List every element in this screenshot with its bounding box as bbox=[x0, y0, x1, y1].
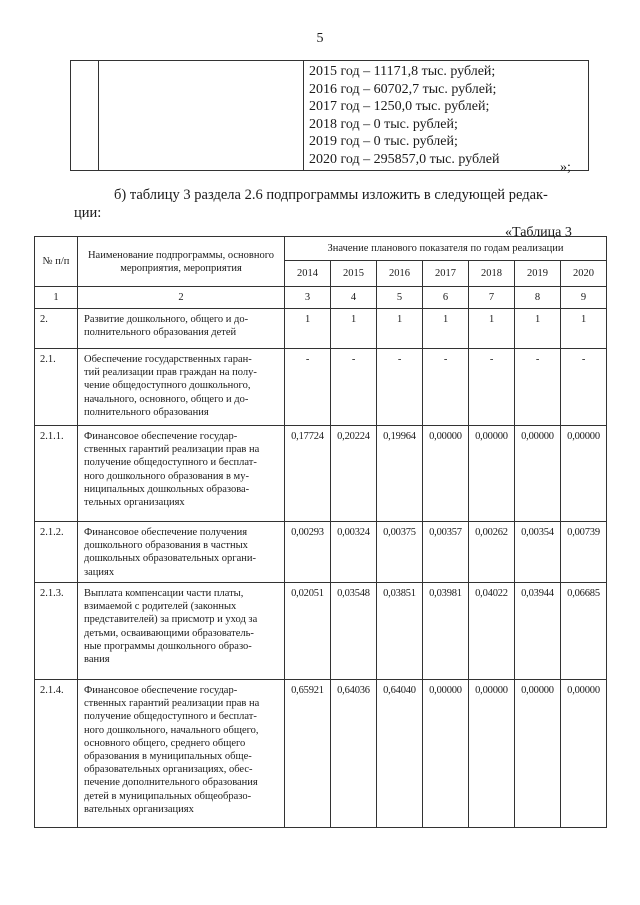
column-number-row bbox=[35, 287, 607, 309]
row-value: - bbox=[515, 349, 561, 426]
row-value: 1 bbox=[561, 309, 607, 349]
funding-table bbox=[70, 60, 589, 171]
budget-line-2016: 2016 год – 60702,7 тыс. рублей; bbox=[309, 81, 497, 97]
row-name bbox=[78, 680, 285, 828]
row-value: 1 bbox=[423, 309, 469, 349]
table-row bbox=[35, 583, 607, 680]
row-name-line: основного общего, среднего общего bbox=[84, 737, 246, 749]
indicator-table bbox=[34, 236, 607, 828]
column-number: 6 bbox=[423, 287, 469, 309]
row-value: 0,03548 bbox=[331, 583, 377, 680]
row-value: 0,19964 bbox=[377, 426, 423, 522]
row-value: 0,02051 bbox=[285, 583, 331, 680]
row-code: 2.1.2. bbox=[35, 522, 78, 583]
table-row bbox=[35, 680, 607, 828]
budget-line-2018: 2018 год – 0 тыс. рублей; bbox=[309, 116, 458, 132]
header-year: 2020 bbox=[561, 261, 607, 287]
row-value: - bbox=[423, 349, 469, 426]
row-name-line: Финансовое обеспечение государ- bbox=[84, 431, 238, 442]
row-name bbox=[78, 583, 285, 680]
row-value: - bbox=[377, 349, 423, 426]
row-value: 0,64040 bbox=[377, 680, 423, 828]
row-value: 0,00262 bbox=[469, 522, 515, 583]
row-name-line: получение общедоступного и бесплат- bbox=[84, 711, 257, 723]
header-year: 2014 bbox=[285, 261, 331, 287]
row-name-line: печение дополнительного образования bbox=[84, 777, 258, 789]
row-name-line: Финансовое обеспечение государ- bbox=[84, 685, 238, 696]
row-value: 1 bbox=[377, 309, 423, 349]
row-name-line: начального, основного, общего и до- bbox=[84, 393, 249, 405]
row-code: 2. bbox=[35, 309, 78, 349]
row-name bbox=[78, 309, 285, 349]
table-body bbox=[35, 309, 607, 828]
header-name: Наименование подпрограммы, основного мероприятия, мероприятия bbox=[78, 237, 285, 287]
row-value: - bbox=[469, 349, 515, 426]
amendment-paragraph-line-1: б) таблицу 3 раздела 2.6 подпрограммы изложить в следующей редак- bbox=[114, 187, 548, 203]
column-number: 5 bbox=[377, 287, 423, 309]
column-number: 8 bbox=[515, 287, 561, 309]
budget-line-2020: 2020 год – 295857,0 тыс. рублей bbox=[309, 151, 500, 167]
row-value: - bbox=[285, 349, 331, 426]
row-value: - bbox=[331, 349, 377, 426]
row-name-line: полнительного образования детей bbox=[84, 327, 237, 339]
row-name bbox=[78, 426, 285, 522]
funding-empty-cell-2 bbox=[99, 61, 304, 171]
row-value: 1 bbox=[331, 309, 377, 349]
row-code: 2.1.3. bbox=[35, 583, 78, 680]
row-name-line: дошкольных образовательных органи- bbox=[84, 553, 257, 565]
table-row bbox=[35, 309, 607, 349]
row-name-line: образования в муниципальных обще- bbox=[84, 751, 252, 763]
row-value: 0,00000 bbox=[423, 426, 469, 522]
row-value: 1 bbox=[469, 309, 515, 349]
row-value: 0,00000 bbox=[515, 426, 561, 522]
row-value: 1 bbox=[515, 309, 561, 349]
row-code: 2.1.4. bbox=[35, 680, 78, 828]
header-year: 2017 bbox=[423, 261, 469, 287]
row-name-line: ного дошкольного образования в му- bbox=[84, 470, 249, 482]
row-value: 0,04022 bbox=[469, 583, 515, 680]
row-name-line: Обеспечение государственных гаран- bbox=[84, 354, 252, 365]
row-value: 0,00739 bbox=[561, 522, 607, 583]
table-row bbox=[35, 349, 607, 426]
row-name-line: ственных гарантий реализации прав на bbox=[84, 698, 260, 710]
row-value: 0,20224 bbox=[331, 426, 377, 522]
amendment-paragraph-line-2: ции: bbox=[74, 205, 102, 221]
row-value: 1 bbox=[285, 309, 331, 349]
row-name-line: детей в муниципальных общеобразо- bbox=[84, 790, 252, 802]
column-number: 3 bbox=[285, 287, 331, 309]
row-value: 0,00357 bbox=[423, 522, 469, 583]
row-name-line: представителей) за присмотр и уход за bbox=[84, 614, 258, 626]
row-code: 2.1. bbox=[35, 349, 78, 426]
row-name-line: детьми, осваивающими образователь- bbox=[84, 627, 254, 639]
row-name-line: ниципальных дошкольных образова- bbox=[84, 483, 250, 495]
row-value: 0,64036 bbox=[331, 680, 377, 828]
row-value: 0,03944 bbox=[515, 583, 561, 680]
header-year: 2015 bbox=[331, 261, 377, 287]
row-value: 0,00375 bbox=[377, 522, 423, 583]
column-number: 9 bbox=[561, 287, 607, 309]
budget-line-2017: 2017 год – 1250,0 тыс. рублей; bbox=[309, 99, 490, 114]
row-value: 0,17724 bbox=[285, 426, 331, 522]
row-name-line: зациях bbox=[84, 566, 115, 578]
row-name-line: тий реализации прав граждан на полу- bbox=[84, 367, 257, 379]
row-name-line: чение общедоступного дошкольного, bbox=[84, 380, 251, 392]
row-value: 0,00000 bbox=[423, 680, 469, 828]
header-value: Значение планового показателя по годам реализации bbox=[285, 237, 607, 261]
row-value: 0,00000 bbox=[515, 680, 561, 828]
row-code: 2.1.1. bbox=[35, 426, 78, 522]
row-value: 0,00000 bbox=[561, 680, 607, 828]
budget-line-2019: 2019 год – 0 тыс. рублей; bbox=[309, 134, 458, 149]
row-value: 0,03851 bbox=[377, 583, 423, 680]
funding-row bbox=[71, 61, 589, 171]
row-value: - bbox=[561, 349, 607, 426]
row-name-line: ного дошкольного, начального общего, bbox=[84, 724, 259, 736]
row-value: 0,65921 bbox=[285, 680, 331, 828]
row-name-line: полнительного образования bbox=[84, 406, 209, 418]
header-year: 2018 bbox=[469, 261, 515, 287]
row-value: 0,00293 bbox=[285, 522, 331, 583]
row-value: 0,00354 bbox=[515, 522, 561, 583]
row-name-line: тельных организациях bbox=[84, 497, 185, 509]
closing-quote: »; bbox=[560, 160, 571, 175]
row-name-line: дошкольного образования в частных bbox=[84, 540, 248, 552]
row-name-line: Развитие дошкольного, общего и до- bbox=[84, 314, 249, 325]
table-caption: «Таблица 3 bbox=[505, 225, 572, 240]
table-row bbox=[35, 426, 607, 522]
row-name-line: ственных гарантий реализации прав на bbox=[84, 444, 260, 456]
row-name-line: ные программы дошкольного образо- bbox=[84, 640, 252, 652]
row-value: 0,00000 bbox=[469, 680, 515, 828]
page-number: 5 bbox=[316, 31, 324, 46]
header-year: 2016 bbox=[377, 261, 423, 287]
column-number: 7 bbox=[469, 287, 515, 309]
column-number: 4 bbox=[331, 287, 377, 309]
funding-empty-cell-1 bbox=[71, 61, 99, 171]
header-row bbox=[35, 237, 607, 261]
budget-line-2015: 2015 год – 11171,8 тыс. рублей; bbox=[309, 64, 496, 79]
row-value: 0,00000 bbox=[469, 426, 515, 522]
column-number: 2 bbox=[78, 287, 285, 309]
row-name-line: Выплата компенсации части платы, bbox=[84, 588, 244, 599]
row-value: 0,00324 bbox=[331, 522, 377, 583]
row-name bbox=[78, 349, 285, 426]
row-name bbox=[78, 522, 285, 583]
table-row bbox=[35, 522, 607, 583]
header-year: 2019 bbox=[515, 261, 561, 287]
row-name-line: получение общедоступного и бесплат- bbox=[84, 457, 257, 469]
header-num: № п/п bbox=[35, 237, 78, 287]
row-name-line: Финансовое обеспечение получения bbox=[84, 527, 248, 538]
row-name-line: взимаемой с родителей (законных bbox=[84, 601, 237, 613]
column-number: 1 bbox=[35, 287, 78, 309]
row-name-line: вания bbox=[84, 654, 110, 666]
row-name-line: вательных организациях bbox=[84, 803, 194, 815]
row-value: 0,06685 bbox=[561, 583, 607, 680]
funding-by-year-cell bbox=[304, 61, 589, 171]
row-value: 0,00000 bbox=[561, 426, 607, 522]
row-value: 0,03981 bbox=[423, 583, 469, 680]
row-name-line: образовательных организациях, обес- bbox=[84, 764, 253, 776]
